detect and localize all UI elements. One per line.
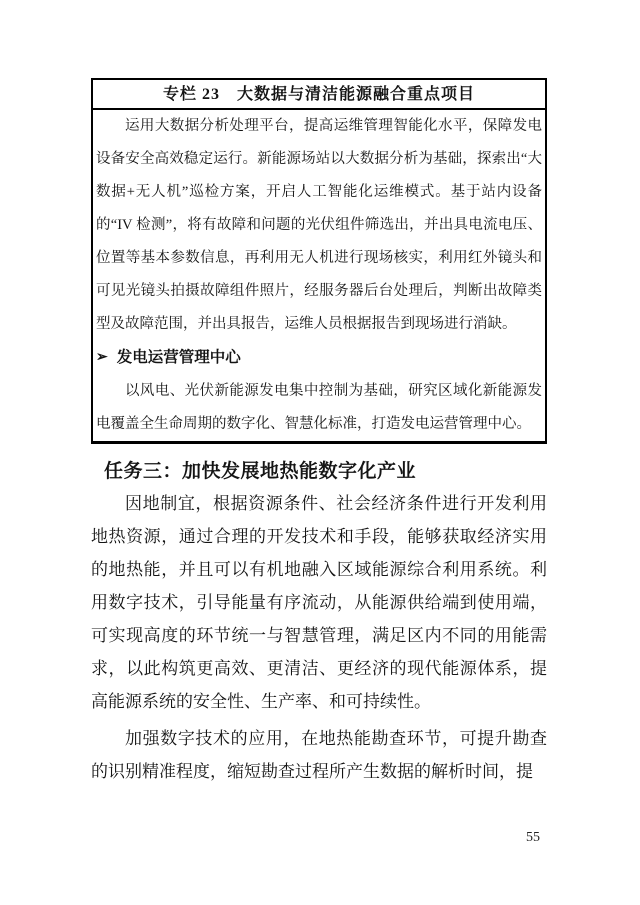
box-bullet-line bbox=[96, 341, 542, 375]
page-number: 55 bbox=[526, 830, 540, 845]
box-paragraph-1: 运用大数据分析处理平台，提高运维管理智能化水平，保障发电设备安全高效稳定运行。新能源场站以大数据分析为基础，探索出“大数据+无人机”巡检方案，开启人工智能化运维模式。基于站内设备的“IV 检测”，将有故障和问题的光伏组件筛选出，并出具电流电压、位置等基本参数信息，再利用无人机进行现场核实，利用红外镜头和可见光镜头拍摄故障组件照片，经服务器后台处理后，判断出故障类型及故障范围，并出具报告，运维人员根据报告到现场进行消缺。 bbox=[96, 118, 542, 332]
arrow-bullet-icon: ➢ bbox=[96, 350, 108, 365]
bullet-heading-text: 发电运营管理中心 bbox=[116, 349, 241, 366]
box-paragraph-2: 以风电、光伏新能源发电集中控制为基础，研究区域化新能源发电覆盖全生命周期的数字化、智慧化标准，打造发电运营管理中心。 bbox=[96, 383, 542, 432]
section-paragraph-1: 因地制宜，根据资源条件、社会经济条件进行开发利用地热资源，通过合理的开发技术和手段，能够获取经济实用的地热能，并且可以有机地融入区域能源综合利用系统。利用数字技术，引导能量有序流动，从能源供给端到使用端，可实现高度的环节统一与智慧管理，满足区内不同的用能需求，以此构筑更高效、更清洁、更经济的现代能源体系，提高能源系统的安全性、生产率、和可持续性。 bbox=[91, 494, 547, 711]
section-heading: 任务三：加快发展地热能数字化产业 bbox=[104, 461, 417, 482]
box-body bbox=[93, 110, 545, 441]
text-column bbox=[91, 78, 547, 788]
highlight-box bbox=[91, 78, 547, 444]
section-paragraph-2: 加强数字技术的应用，在地热能勘查环节，可提升勘查的识别精准程度，缩短勘查过程所产生数据的解析时间，提 bbox=[91, 729, 547, 781]
box-title: 专栏 23 大数据与清洁能源融合重点项目 bbox=[93, 80, 545, 110]
